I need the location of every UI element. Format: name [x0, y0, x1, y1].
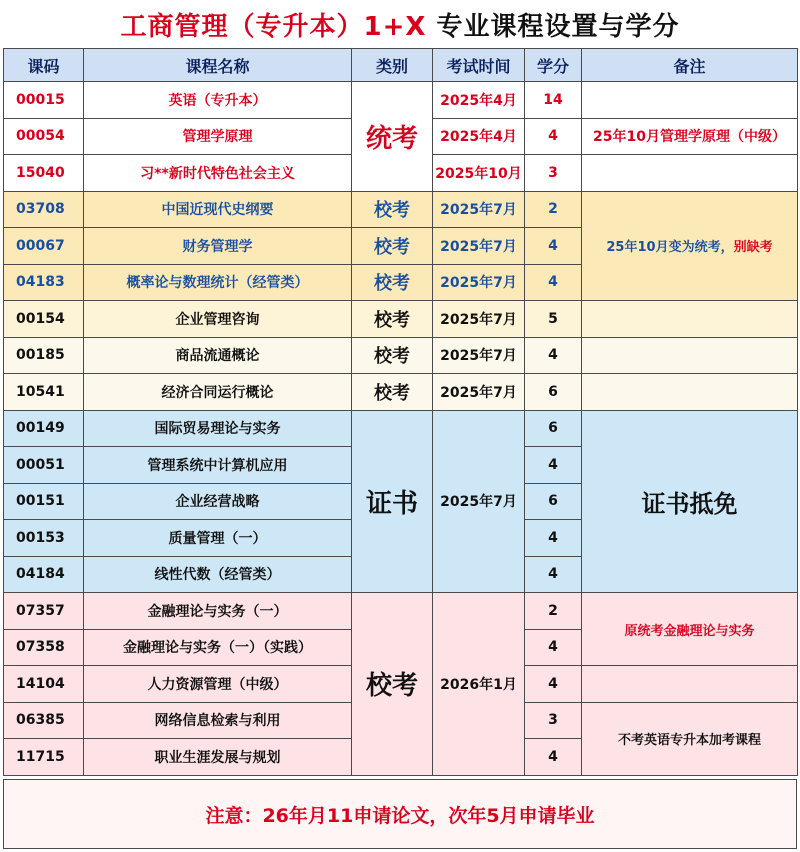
- header-exam-time: 考试时间: [433, 49, 525, 82]
- credit: 2: [525, 593, 582, 630]
- course-name: 金融理论与实务（一）（实践）: [84, 629, 352, 666]
- credit: 4: [525, 118, 582, 155]
- course-name: 企业管理咨询: [84, 301, 352, 338]
- category-cell: 校考: [352, 374, 433, 411]
- course-table: [3, 48, 798, 776]
- course-code: 04184: [4, 556, 84, 593]
- table-row: [4, 301, 798, 338]
- course-code: 00051: [4, 447, 84, 484]
- credit: 2: [525, 191, 582, 228]
- exam-time: 2025年4月: [433, 82, 525, 119]
- course-name: 网络信息检索与利用: [84, 702, 352, 739]
- course-code: 00054: [4, 118, 84, 155]
- exam-time: 2025年4月: [433, 118, 525, 155]
- note-warning: 别缺考: [733, 240, 773, 256]
- note-cell: 原统考金融理论与实务: [582, 593, 798, 666]
- footer-notice: 注意：26年月11申请论文，次年5月申请毕业: [3, 779, 797, 849]
- course-code: 00149: [4, 410, 84, 447]
- category-cell: 校考: [352, 191, 433, 228]
- note-text: 25年10月变为统考，: [606, 240, 734, 256]
- course-code: 15040: [4, 155, 84, 192]
- category-cell: 证书: [352, 410, 433, 593]
- note-cell: [582, 666, 798, 703]
- credit: 4: [525, 520, 582, 557]
- note-cell: [582, 155, 798, 192]
- table-row: [4, 374, 798, 411]
- credit: 4: [525, 556, 582, 593]
- course-code: 00015: [4, 82, 84, 119]
- course-code: 07357: [4, 593, 84, 630]
- credit: 4: [525, 739, 582, 776]
- course-code: 07358: [4, 629, 84, 666]
- course-name: 财务管理学: [84, 228, 352, 265]
- exam-time: 2025年7月: [433, 374, 525, 411]
- course-code: 04183: [4, 264, 84, 301]
- credit: 4: [525, 629, 582, 666]
- note-cell: [582, 82, 798, 119]
- title-main: 工商管理（专升本）1+X: [120, 11, 427, 42]
- category-cell: 统考: [352, 82, 433, 192]
- header-note: 备注: [582, 49, 798, 82]
- course-name: 人力资源管理（中级）: [84, 666, 352, 703]
- course-name: 管理系统中计算机应用: [84, 447, 352, 484]
- category-cell: 校考: [352, 593, 433, 776]
- header-code: 课码: [4, 49, 84, 82]
- table-header-row: [4, 49, 798, 82]
- category-cell: 校考: [352, 301, 433, 338]
- course-name: 金融理论与实务（一）: [84, 593, 352, 630]
- credit: 6: [525, 374, 582, 411]
- credit: 6: [525, 410, 582, 447]
- table-row: [4, 410, 798, 447]
- course-name: 英语（专升本）: [84, 82, 352, 119]
- credit: 3: [525, 702, 582, 739]
- course-name: 经济合同运行概论: [84, 374, 352, 411]
- course-name: 质量管理（一）: [84, 520, 352, 557]
- credit: 3: [525, 155, 582, 192]
- course-name: 管理学原理: [84, 118, 352, 155]
- course-code: 14104: [4, 666, 84, 703]
- course-name: 习**新时代特色社会主义: [84, 155, 352, 192]
- credit: 4: [525, 447, 582, 484]
- credit: 5: [525, 301, 582, 338]
- credit: 4: [525, 264, 582, 301]
- exam-time: 2025年7月: [433, 264, 525, 301]
- course-code: 00185: [4, 337, 84, 374]
- exam-time: 2026年1月: [433, 593, 525, 776]
- exam-time: 2025年7月: [433, 337, 525, 374]
- course-code: 03708: [4, 191, 84, 228]
- credit: 4: [525, 666, 582, 703]
- course-name: 中国近现代史纲要: [84, 191, 352, 228]
- course-name: 商品流通概论: [84, 337, 352, 374]
- table-row: [4, 191, 798, 228]
- course-code: 00067: [4, 228, 84, 265]
- header-name: 课程名称: [84, 49, 352, 82]
- course-code: 00151: [4, 483, 84, 520]
- note-cell: [582, 191, 798, 301]
- course-name: 线性代数（经管类）: [84, 556, 352, 593]
- header-category: 类别: [352, 49, 433, 82]
- table-row: [4, 82, 798, 119]
- exam-time: 2025年7月: [433, 228, 525, 265]
- course-name: 职业生涯发展与规划: [84, 739, 352, 776]
- note-cell: 不考英语专升本加考课程: [582, 702, 798, 775]
- table-row: [4, 593, 798, 630]
- category-cell: 校考: [352, 228, 433, 265]
- course-code: 00153: [4, 520, 84, 557]
- course-name: 概率论与数理统计（经管类）: [84, 264, 352, 301]
- exam-time: 2025年7月: [433, 410, 525, 593]
- credit: 4: [525, 228, 582, 265]
- note-cell: [582, 301, 798, 338]
- title-sub: 专业课程设置与学分: [436, 11, 680, 42]
- table-row: [4, 337, 798, 374]
- header-credit: 学分: [525, 49, 582, 82]
- exam-time: 2025年10月: [433, 155, 525, 192]
- note-cell: [582, 374, 798, 411]
- page-title: [0, 0, 800, 48]
- note-cell: [582, 337, 798, 374]
- note-cell: 证书抵免: [582, 410, 798, 593]
- exam-time: 2025年7月: [433, 191, 525, 228]
- exam-time: 2025年7月: [433, 301, 525, 338]
- credit: 6: [525, 483, 582, 520]
- course-name: 企业经营战略: [84, 483, 352, 520]
- category-cell: 校考: [352, 337, 433, 374]
- category-cell: 校考: [352, 264, 433, 301]
- course-code: 10541: [4, 374, 84, 411]
- note-cell: 25年10月管理学原理（中级）: [582, 118, 798, 155]
- course-name: 国际贸易理论与实务: [84, 410, 352, 447]
- credit: 14: [525, 82, 582, 119]
- course-code: 11715: [4, 739, 84, 776]
- course-code: 06385: [4, 702, 84, 739]
- course-code: 00154: [4, 301, 84, 338]
- credit: 4: [525, 337, 582, 374]
